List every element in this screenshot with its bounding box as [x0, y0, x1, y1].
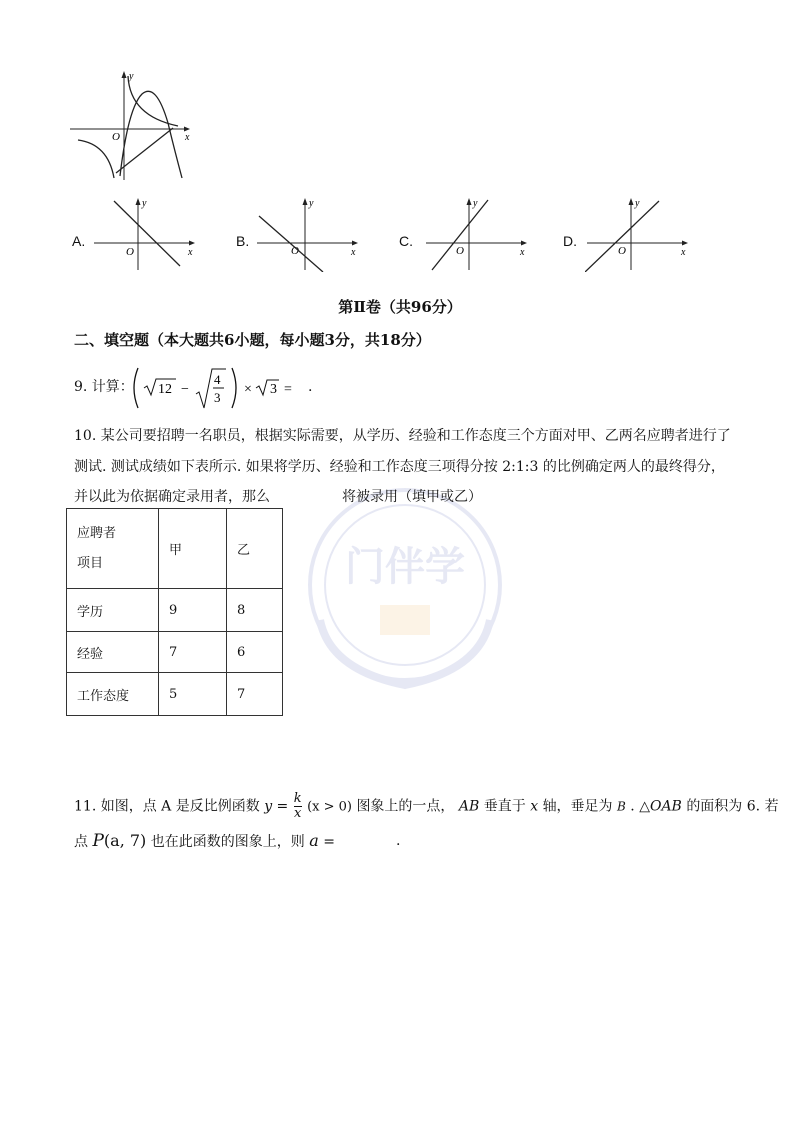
stem-curve [120, 91, 182, 178]
svg-text:12: 12 [158, 382, 172, 397]
table-col-yi: 乙 [227, 509, 283, 589]
section-title: 二、填空题（本大题共6小题，每小题3分，共18分） [74, 331, 431, 349]
table-row: 工作态度 5 7 [67, 673, 283, 716]
table-row: 经验 7 6 [67, 632, 283, 673]
q11-fraction: $\frac{k}{x}$ [293, 791, 302, 821]
q11-end: . [396, 833, 401, 849]
option-a-line [114, 201, 180, 266]
option-d-graph [585, 192, 695, 272]
svg-text:O: O [618, 245, 626, 257]
svg-text:×: × [244, 382, 252, 397]
svg-text:O: O [456, 245, 464, 257]
svg-text:y: y [142, 198, 147, 209]
q10-line1: 10. 某公司要招聘一名职员，根据实际需要，从学历、经验和工作态度三个方面对甲、乙两名应聘者进行了 [74, 428, 731, 444]
option-a-letter: A. [72, 233, 86, 249]
option-c-line [432, 200, 488, 270]
stem-graph [70, 68, 200, 183]
stem-hyperbola-right [128, 76, 178, 126]
option-d-letter: D. [563, 233, 577, 249]
svg-text:x: x [681, 247, 686, 258]
stem-y-label: y [129, 71, 134, 82]
table-header-row [67, 509, 283, 589]
q11-line2: 点 P(a, 7) 也在此函数的图象上，则 a = [74, 831, 335, 851]
option-c-graph [424, 192, 534, 272]
svg-text:x: x [520, 247, 525, 258]
table-col-jia: 甲 [159, 509, 227, 589]
q10-line3b: 将被录用（填甲或乙） [342, 489, 482, 505]
svg-text:y: y [635, 198, 640, 209]
table-row: 学历 9 8 [67, 589, 283, 632]
option-d-line [585, 201, 659, 272]
stem-line [116, 128, 173, 173]
svg-text:y: y [309, 198, 314, 209]
q11-line1: 11. 如图，点 A 是反比例函数 y = $\frac{k}{x}$ (x > 0) 图象上的一点， AB 垂直于 x 轴，垂足为 B . △OAB 的面积为 6. 若 [74, 791, 779, 821]
stem-hyperbola-left [78, 140, 114, 178]
table-corner-cell: 应聘者 项目 [67, 509, 159, 589]
svg-text:−: − [181, 382, 189, 397]
svg-text:O: O [291, 245, 299, 257]
q10-line2: 测试. 测试成绩如下表所示. 如果将学历、经验和工作态度三项得分按 2:1:3 的比例确定两人的最终得分， [74, 459, 725, 475]
option-b-graph [255, 192, 365, 272]
q10-line3a: 并以此为依据确定录用者，那么 [74, 489, 270, 505]
option-b-line [259, 216, 323, 272]
svg-text:=: = [284, 382, 292, 397]
score-table [66, 508, 283, 716]
svg-text:x: x [188, 247, 193, 258]
stem-origin-label: O [112, 131, 120, 143]
option-c-letter: C. [399, 233, 413, 249]
part-title: 第Ⅱ卷（共96分） [338, 298, 462, 316]
svg-text:y: y [473, 198, 478, 209]
svg-text:x: x [351, 247, 356, 258]
stem-x-label: x [185, 132, 190, 143]
q9-expression [132, 364, 322, 414]
option-b-letter: B. [236, 233, 250, 249]
svg-text:4: 4 [214, 372, 221, 387]
svg-text:3: 3 [270, 382, 277, 397]
q9-end: . [308, 379, 313, 395]
svg-text:3: 3 [214, 390, 221, 405]
question-9 [74, 364, 374, 414]
svg-text:O: O [126, 246, 134, 258]
option-a-graph [92, 192, 202, 272]
svg-text:门伴学: 门伴学 [345, 544, 465, 590]
q9-prefix: 9. 计算： [74, 379, 134, 395]
